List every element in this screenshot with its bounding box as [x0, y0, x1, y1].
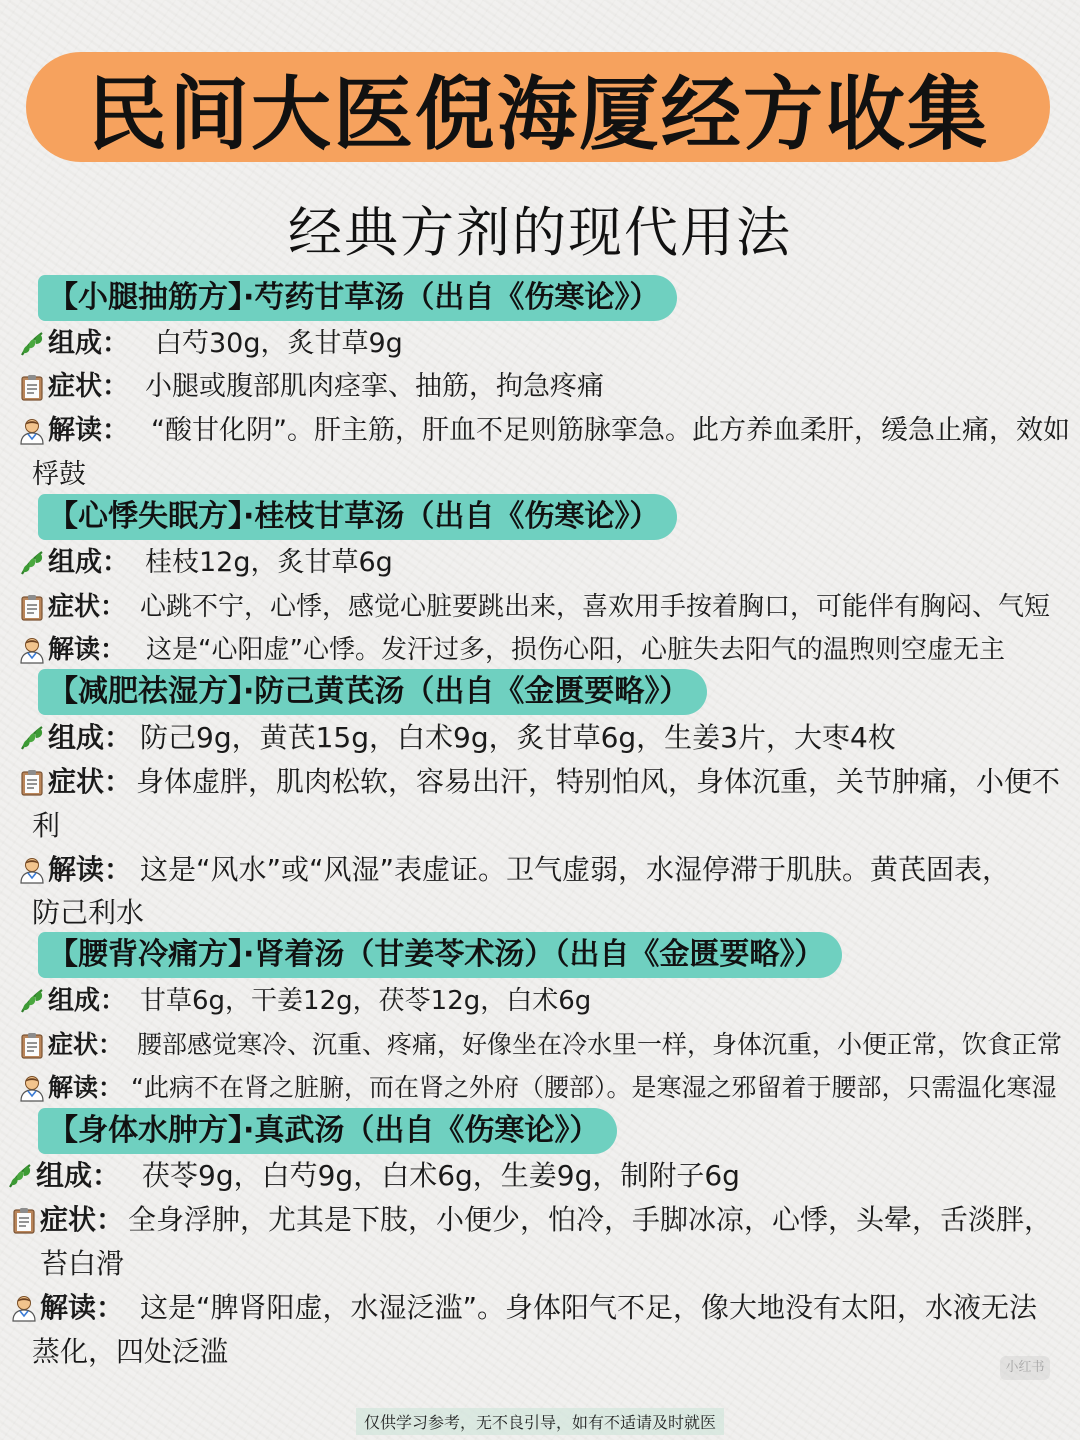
- composition-label: 组成：: [48, 547, 129, 578]
- leaf-icon: [18, 724, 46, 752]
- doctor-icon: [10, 1294, 38, 1322]
- interpretation-row-2: [18, 628, 1078, 672]
- clipboard-icon: [18, 373, 46, 401]
- symptom-text: 小腿或腹部肌肉痉挛、抽筋，拘急疼痛: [145, 371, 604, 402]
- composition-text: 桂枝12g，炙甘草6g: [145, 547, 393, 578]
- leaf-icon: [18, 549, 46, 577]
- clipboard-icon: [10, 1206, 38, 1234]
- composition-row-3: [18, 716, 1078, 760]
- symptom-text-cont: 苔白滑: [40, 1247, 125, 1280]
- composition-text: 甘草6g，干姜12g，茯苓12g，白术6g: [140, 986, 592, 1016]
- interpretation-text-cont: 防己利水: [32, 896, 145, 929]
- symptom-row-5: [10, 1198, 1070, 1242]
- footer-disclaimer: [0, 1408, 1080, 1435]
- clipboard-icon: [18, 1031, 46, 1059]
- interpretation-label: 解读：: [48, 415, 129, 446]
- symptom-text-cont: 利: [32, 809, 61, 842]
- page-subtitle: 经典方剂的现代用法: [288, 201, 792, 264]
- leaf-icon: [18, 987, 46, 1015]
- symptom-label: 症状：: [48, 371, 129, 402]
- interpretation-label: 解读：: [48, 1073, 124, 1102]
- symptom-row-3-cont: [32, 804, 1080, 848]
- composition-text: 白芍30g，炙甘草9g: [155, 328, 403, 359]
- symptom-text: 心跳不宁，心悸，感觉心脏要跳出来，喜欢用手按着胸口，可能伴有胸闷、气短: [140, 592, 1051, 622]
- symptom-row-4: [18, 1023, 1078, 1067]
- composition-text: 茯苓9g，白芍9g，白术6g，生姜9g，制附子6g: [142, 1159, 740, 1192]
- title-banner: [26, 52, 1050, 162]
- section-header-2: 【心悸失眠方】·桂枝甘草汤（出自《伤寒论》）: [38, 494, 677, 540]
- symptom-row-5-cont: [40, 1242, 1080, 1286]
- composition-row-1: [18, 322, 1078, 366]
- composition-label: 组成：: [36, 1159, 121, 1192]
- clipboard-icon: [18, 768, 46, 796]
- doctor-icon: [18, 417, 46, 445]
- section-header-1: 【小腿抽筋方】·芍药甘草汤（出自《伤寒论》）: [38, 275, 677, 321]
- section-header-4: 【腰背冷痛方】·肾着汤（甘姜苓术汤）（出自《金匮要略》）: [38, 932, 842, 978]
- interpretation-text: 这是“脾肾阳虚，水湿泛滥”。身体阳气不足，像大地没有太阳，水液无法: [140, 1291, 1038, 1324]
- interpretation-label: 解读：: [48, 635, 127, 665]
- interpretation-text: 这是“风水”或“风湿”表虚证。卫气虚弱，水湿停滞于肌肤。黄芪固表，: [140, 853, 1011, 886]
- symptom-label: 症状：: [48, 592, 127, 622]
- symptom-row-1: [18, 365, 1078, 409]
- interpretation-row-5-cont: [32, 1330, 1080, 1374]
- symptom-label: 症状：: [48, 1030, 124, 1059]
- watermark-logo: [1000, 1356, 1050, 1380]
- page-title: 民间大医倪海厦经方收集: [87, 67, 989, 161]
- symptom-text: 身体虚胖，肌肉松软，容易出汗，特别怕风，身体沉重，关节肿痛，小便不: [136, 765, 1061, 798]
- footer-text: 仅供学习参考，无不良引导，如有不适请及时就医: [356, 1408, 724, 1435]
- interpretation-row-3-cont: [32, 891, 1080, 935]
- interpretation-label: 解读：: [48, 853, 133, 886]
- interpretation-row-1-cont: [32, 453, 1080, 497]
- clipboard-icon: [18, 593, 46, 621]
- interpretation-row-1: [18, 409, 1078, 453]
- leaf-icon: [18, 330, 46, 358]
- interpretation-text: “此病不在肾之脏腑，而在肾之外府（腰部）。是寒湿之邪留着于腰部，只需温化寒湿: [131, 1073, 1057, 1102]
- composition-row-4: [18, 979, 1078, 1023]
- composition-label: 组成：: [48, 721, 133, 754]
- interpretation-row-4: [18, 1066, 1078, 1110]
- section-header-3: 【减肥祛湿方】·防己黄芪汤（出自《金匮要略》）: [38, 669, 707, 715]
- interpretation-label: 解读：: [40, 1291, 125, 1324]
- symptom-text: 腰部感觉寒冷、沉重、疼痛，好像坐在冷水里一样，身体沉重，小便正常，饮食正常: [137, 1030, 1063, 1059]
- interpretation-text-cont: 蒸化，四处泛滥: [32, 1335, 229, 1368]
- composition-text: 防己9g，黄芪15g，白术9g，炙甘草6g，生姜3片，大枣4枚: [140, 721, 896, 754]
- interpretation-row-5: [10, 1286, 1070, 1330]
- watermark-text: 小红书: [1005, 1360, 1045, 1375]
- interpretation-text: 这是“心阳虚”心悸。发汗过多，损伤心阳，心脏失去阳气的温煦则空虚无主: [146, 635, 1005, 665]
- interpretation-text-cont: 桴鼓: [32, 459, 86, 490]
- doctor-icon: [18, 856, 46, 884]
- section-header-5: 【身体水肿方】·真武汤（出自《伤寒论》）: [38, 1108, 617, 1154]
- symptom-label: 症状：: [48, 765, 133, 798]
- interpretation-text: “酸甘化阴”。肝主筋，肝血不足则筋脉挛急。此方养血柔肝，缓急止痛，效如: [151, 415, 1070, 446]
- symptom-row-3: [18, 760, 1078, 804]
- symptom-row-2: [18, 585, 1078, 629]
- composition-row-2: [18, 541, 1078, 585]
- composition-label: 组成：: [48, 328, 129, 359]
- composition-label: 组成：: [48, 986, 127, 1016]
- symptom-label: 症状：: [40, 1203, 125, 1236]
- composition-row-5: [6, 1154, 1066, 1198]
- doctor-icon: [18, 636, 46, 664]
- leaf-icon: [6, 1162, 34, 1190]
- interpretation-row-3: [18, 848, 1078, 892]
- symptom-text: 全身浮肿，尤其是下肢，小便少，怕冷，手脚冰凉，心悸，头晕，舌淡胖，: [128, 1203, 1053, 1236]
- doctor-icon: [18, 1074, 46, 1102]
